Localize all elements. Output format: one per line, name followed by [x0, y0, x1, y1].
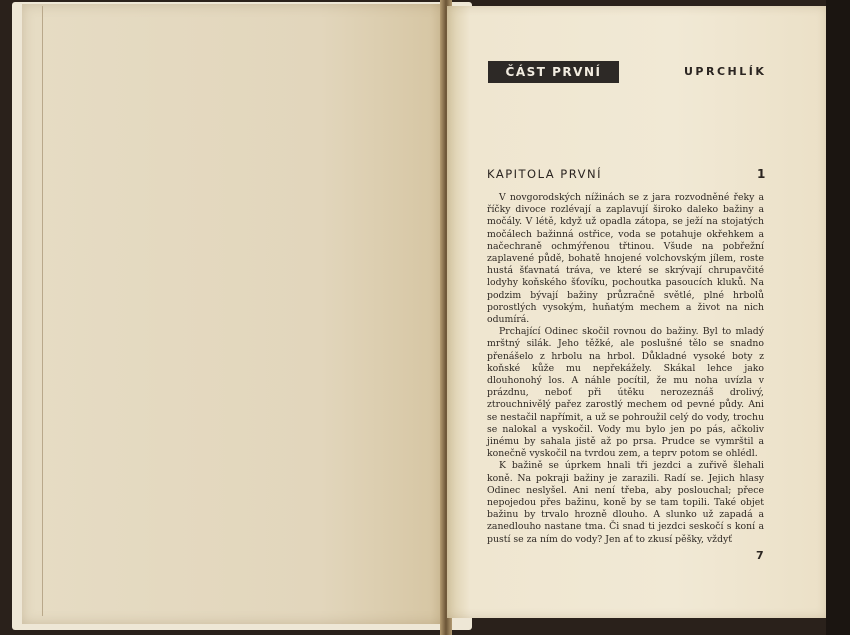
- body-text: [487, 192, 764, 546]
- background-edge: [826, 0, 850, 635]
- paragraph: Prchající Odinec skočil rovnou do bažiny. Byl to mladý mrštný silák. Jeho těžké, ale poslušné tělo se snadno přenášelo z hrbolu na hrbol. Důkladné vysoké boty z koňské kůže mu nepřekážely. Skákal lehce jako dlouhonohý los. A náhle pocítil, že mu noha uvízla v prázdnu, neboť při útěku nerozeznáš drolivý, ztrouchnivělý pařez zarostlý mechem od pevné půdy. Ani se nestačil napřímit, a už se pohroužil celý do vody, trochu se nalokal a vyskočil. Vody mu bylo jen po pás, ačkoliv jinému by sahala jistě až po prsa. Prudce se vymrštil a konečně vyskočil na tvrdou zem, a teprv potom se ohlédl.: [487, 326, 764, 460]
- left-page-inner-edge: [42, 6, 433, 616]
- paragraph: K bažině se úprkem hnali tři jezdci a zuřivě šlehali koně. Na pokraji bažiny je zarazili. Radí se. Jejich hlasy Odinec neslyšel. Ani není třeba, aby poslouchal; přece nepojedou přes bažinu, koně by se tam topili. Také objet bažinu by trvalo hrozně dlouho. A slunko už zapadá a zanedlouho nastane tma. Či snad ti jezdci seskočí s koní a pustí se za ním do vody? Jen ať to zkusí pěšky, vždyť: [487, 460, 764, 545]
- paragraph: V novgorodských nížinách se z jara rozvodněné řeky a říčky divoce rozlévají a zaplavují široko daleko bažiny a močály. V létě, když už opadla zátopa, se ježí na stojatých močálech bažinná ostřice, voda se potahuje okřehkem a načechraně ochmýřenou třtinou. Všude na pobřežní zaplavené půdě, bohatě hnojené volchovským jílem, roste hustá šťavnatá tráva, ve které se skrývají chrupavčité lodyhy koňského šťovíku, pochoutka pasoucích kluků. Na podzim bývají bažiny průzračně světlé, plné hrbolů porostlých vysokým, huňatým mechem a život na nich odumírá.: [487, 192, 764, 326]
- chapter-title: KAPITOLA PRVNÍ: [487, 167, 602, 181]
- book-title: UPRCHLÍK: [684, 65, 767, 78]
- chapter-number: 1: [757, 167, 766, 181]
- part-label: ČÁST PRVNÍ: [488, 61, 619, 83]
- page-number: 7: [756, 549, 764, 562]
